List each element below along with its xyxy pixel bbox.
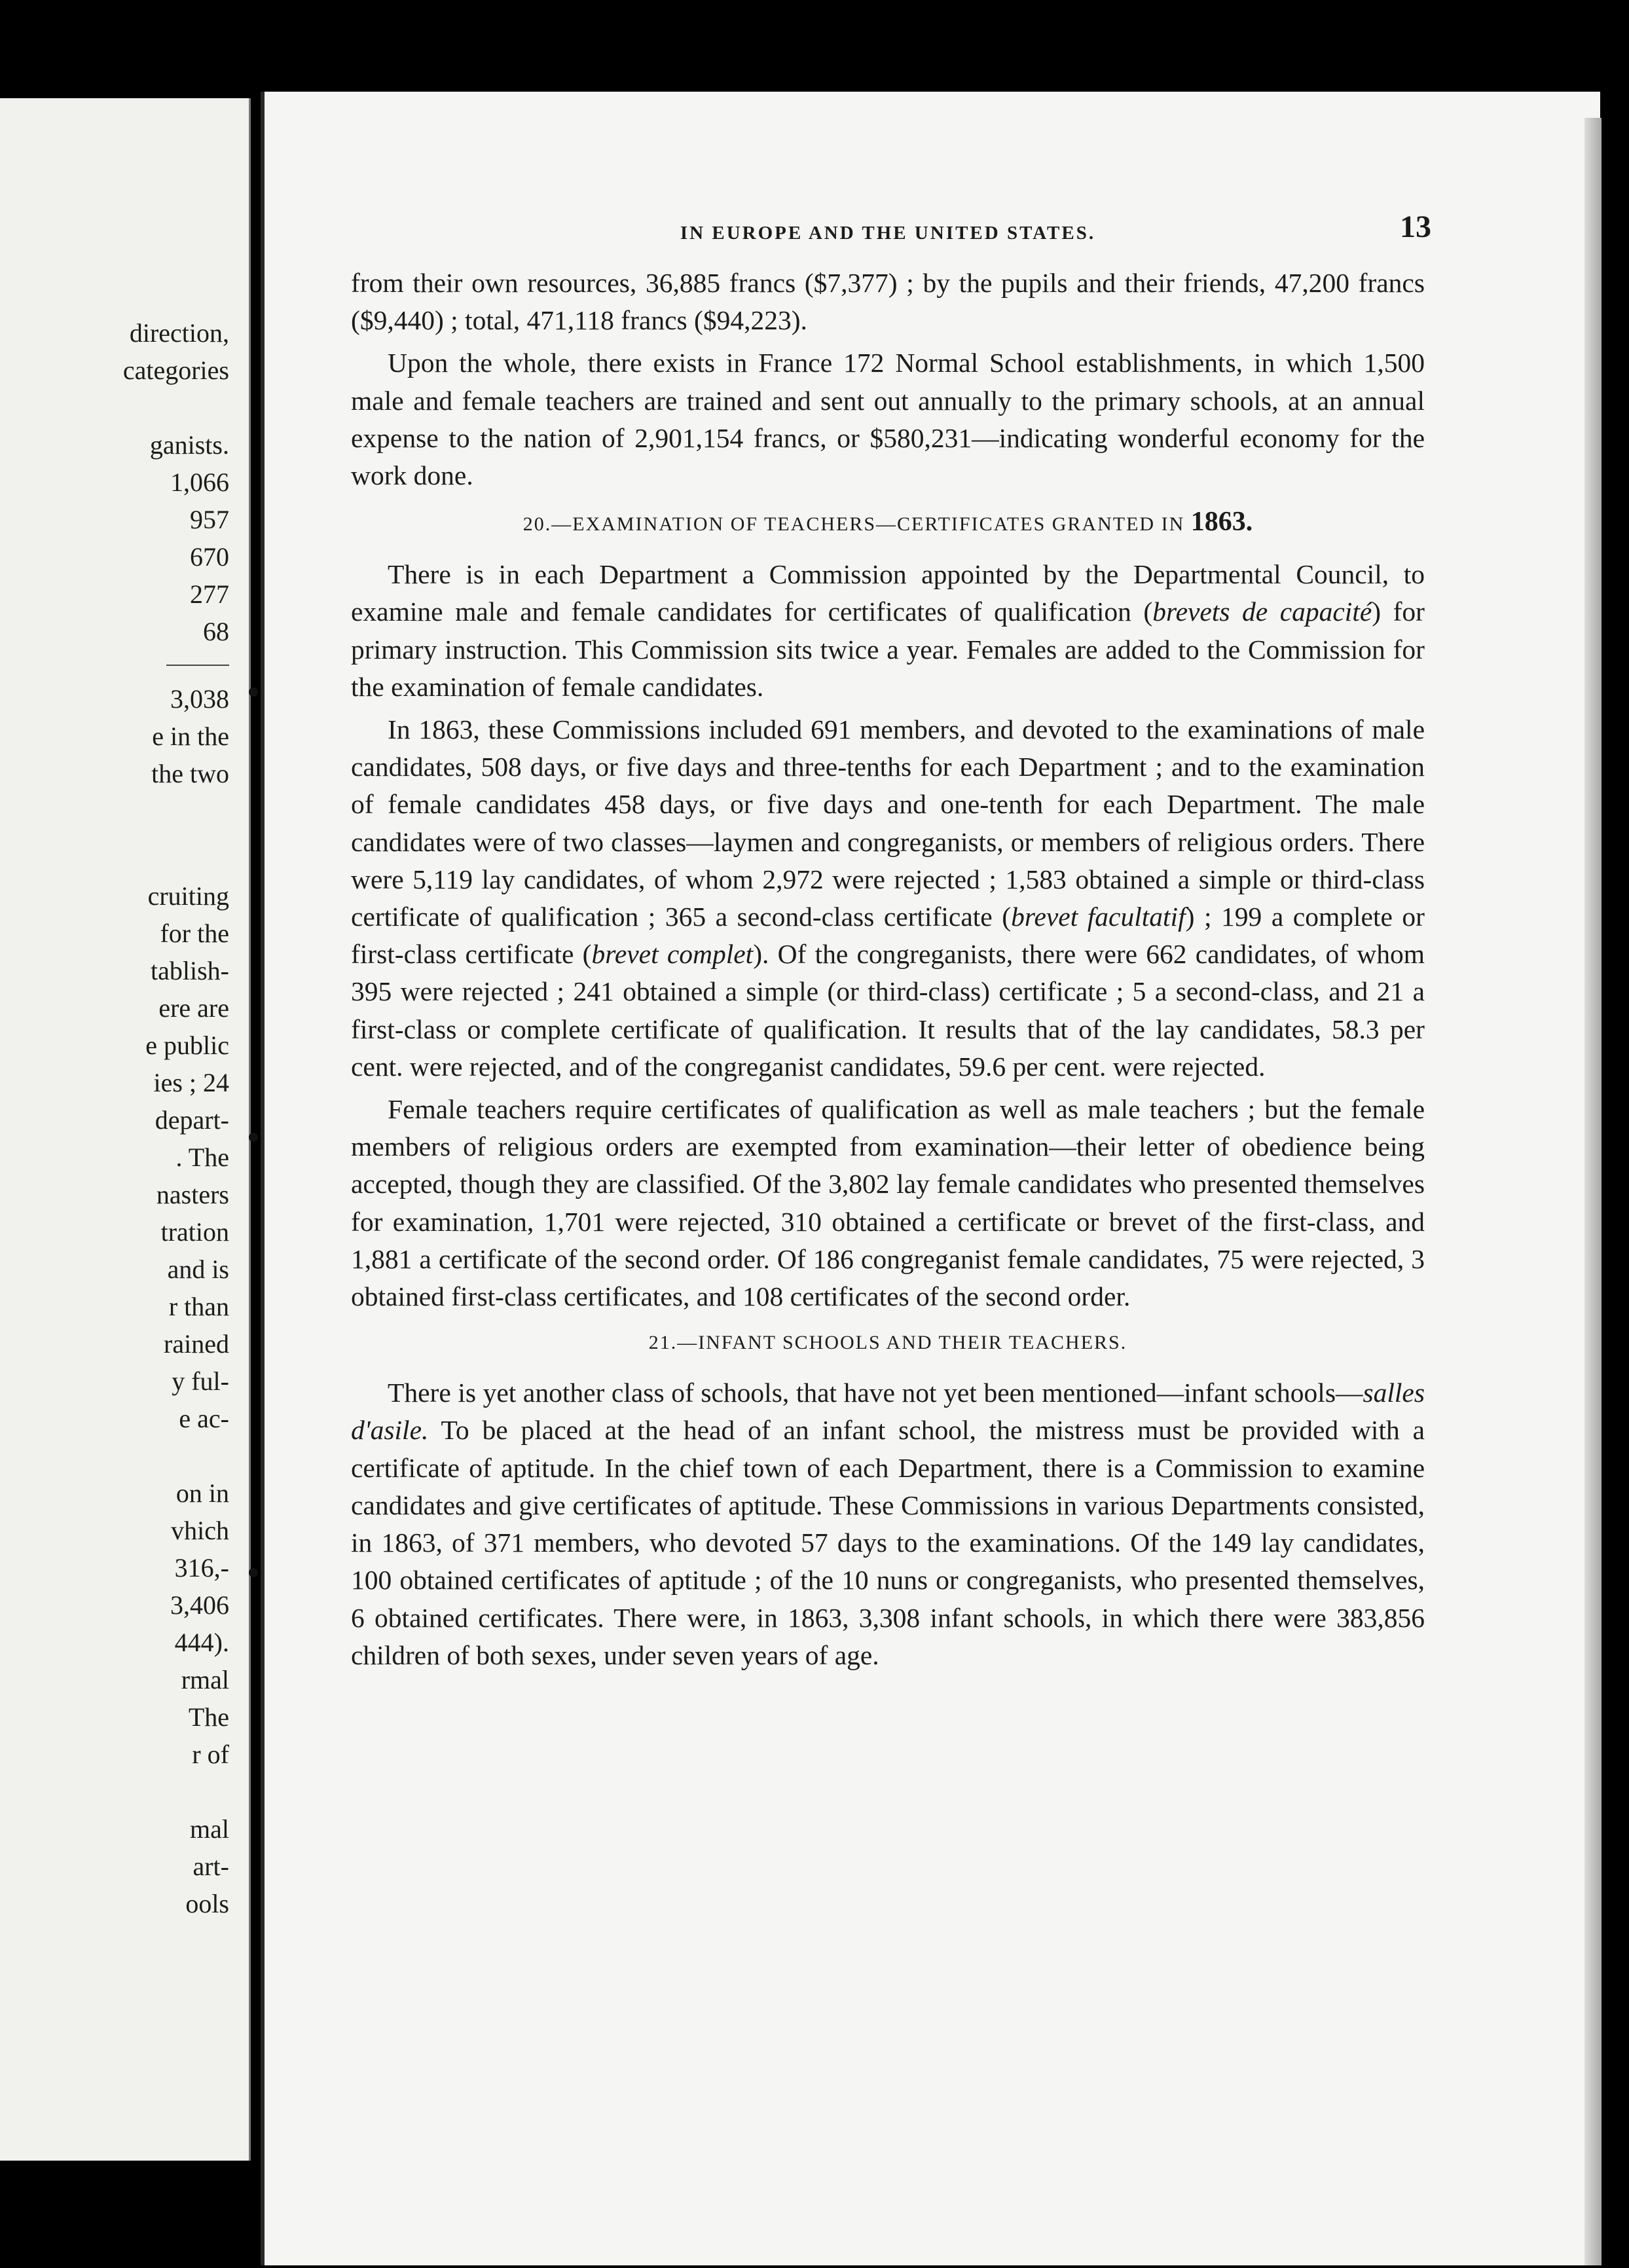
left-page-line: 68: [203, 617, 229, 646]
left-page-line: and is: [167, 1254, 229, 1284]
left-page-line: 1,066: [170, 467, 229, 497]
left-page-line: categories: [122, 356, 229, 385]
page-number: 13: [1400, 210, 1431, 244]
left-page-fragments: [13, 314, 229, 1922]
left-page-line: for the: [160, 919, 229, 948]
page-edge: [1584, 118, 1602, 2265]
left-page-line: rained: [164, 1329, 229, 1359]
paragraph-1863-a: In 1863, these Commissions included 691 members, and devoted to the examinations of male candidates, 508 days, or five days and three-tenths for each Department ; and to the examination of female candidates 458 days, or five days and one-tenth for each Department. The male candidates were of two classes—laymen and congreganists, or members of religious orders. There were 5,119 lay candidates, of whom 2,972 were rejected ; 1,583 obtained a simple or third-class certificate of qualification ; 365 a second-class certificate (: [351, 714, 1425, 932]
right-page: [261, 92, 1600, 2265]
left-page-line: cruiting: [147, 881, 229, 911]
left-page-line: 277: [190, 579, 229, 609]
left-page-line: the two: [151, 759, 229, 788]
left-page-line: 3,038: [170, 684, 229, 714]
margin-mark: [249, 1133, 258, 1142]
paragraph-commission: [351, 556, 1425, 706]
left-page-line: e ac-: [179, 1404, 229, 1433]
paragraph-continued: from their own resources, 36,885 francs ($7,377) ; by the pupils and their friends, 47,200 francs ($9,440) ; total, 471,118 francs ($94,223).: [351, 268, 1425, 336]
paragraph-1863-c: ). Of the congreganists, there were 662 candidates, of whom 395 were rejected ; 241 obtained a simple (or third-class) certificate ; 5 a second-class, and 21 a first-class or complete certificate of qualification. It results that of the lay candidates, 58.3 per cent. were rejected, and of the congreganist candidates, 59.6 per cent. were rejected.: [351, 939, 1425, 1082]
paragraph-commission-b: ) for primary instruction. This Commission sits twice a year. Females are added to the Commission for the examination of female candidates.: [351, 596, 1425, 702]
left-page-line: rmal: [181, 1665, 229, 1694]
left-page-line: ools: [185, 1889, 229, 1918]
left-page-line: 3,406: [170, 1590, 229, 1620]
section-heading-20-year: 1863.: [1190, 507, 1253, 538]
left-page-line: art-: [192, 1852, 229, 1881]
paragraph-1863-commissions: [351, 711, 1425, 1086]
left-page-line: e public: [145, 1031, 229, 1060]
section-heading-20: [351, 507, 1425, 539]
paragraph-1863-italic-1: brevet facultatif: [1011, 902, 1186, 932]
paragraph-normal-schools: Upon the whole, there exists in France 172 Normal School establishments, in which 1,500 male and female teachers are trained and sent out annually to the primary schools, at an annual expense to the nation of 2,901,154 francs, or $580,231—indicating wonderful economy for the work done.: [351, 348, 1425, 491]
left-page-line: vhich: [171, 1516, 229, 1545]
left-page-line: 670: [190, 542, 229, 572]
running-title: IN EUROPE AND THE UNITED STATES.: [680, 223, 1096, 244]
running-head: [351, 208, 1431, 265]
left-page-line: [13, 389, 229, 426]
left-page-line: on in: [175, 1478, 229, 1508]
left-page-gap: [13, 792, 229, 877]
left-page-line: tration: [160, 1217, 229, 1247]
paragraph-infant-schools: [351, 1374, 1425, 1674]
left-page-line: r than: [168, 1292, 229, 1321]
left-page-line: ere are: [158, 993, 229, 1023]
section-heading-20-text: 20.—EXAMINATION OF TEACHERS—CERTIFICATES GRANTED IN: [522, 513, 1185, 536]
left-page-line: direction,: [129, 318, 229, 348]
left-page-line: ies ; 24: [153, 1068, 229, 1097]
left-page-line: e in the: [152, 722, 229, 751]
paragraph-infant-a: There is yet another class of schools, that have not yet been mentioned—infant schools—: [388, 1378, 1363, 1408]
left-page-line: [13, 1773, 229, 1810]
page-content: [351, 208, 1431, 1679]
left-page-line: The: [188, 1702, 229, 1732]
left-page-line: 957: [190, 505, 229, 534]
paragraph-commission-a: There is in each Department a Commission appointed by the Departmental Council, to examine male and female candidates for certificates of qualification (: [351, 559, 1425, 627]
paragraph-1863-b: ) ; 199 a complete or first-class certificate (: [351, 902, 1425, 970]
left-page-rule: [166, 665, 229, 666]
margin-mark: [249, 1568, 258, 1577]
left-page-line: mal: [190, 1814, 229, 1844]
left-page-line: . The: [175, 1143, 229, 1172]
paragraph-commission-italic: brevets de capacité: [1152, 596, 1372, 627]
left-page-line: nasters: [156, 1180, 229, 1209]
left-page: [0, 98, 251, 2161]
paragraph-infant-italic: salles d'asile.: [351, 1378, 1425, 1446]
left-page-line: 316,-: [174, 1553, 229, 1582]
paragraph-1863-italic-2: brevet complet: [591, 939, 754, 970]
paragraph-infant-b: To be placed at the head of an infant school, the mistress must be provided with a certificate of aptitude. In the chief town of each Department, there is a Commission to examine candidates and give certificates of aptitude. These Commissions in various Departments consisted, in 1863, of 371 members, who devoted 57 days to the examinations. Of the 149 lay candidates, 100 obtained certificates of aptitude ; of the 10 nuns or congreganists, who presented themselves, 6 obtained certificates. There were, in 1863, 3,308 infant schools, in which there were 383,856 children of both sexes, under seven years of age.: [351, 1415, 1425, 1670]
margin-mark: [249, 687, 258, 697]
left-page-line: y ful-: [172, 1366, 229, 1396]
left-page-line: depart-: [155, 1105, 229, 1135]
left-page-line: 444).: [174, 1628, 229, 1657]
left-page-line: ganists.: [149, 430, 229, 460]
left-page-line: r of: [192, 1740, 229, 1769]
left-page-line: tablish-: [151, 956, 229, 985]
section-heading-21: 21.—INFANT SCHOOLS AND THEIR TEACHERS.: [648, 1332, 1127, 1354]
left-page-line: [13, 1437, 229, 1474]
paragraph-female-teachers: Female teachers require certificates of qualification as well as male teachers ; but the female members of religious orders are exempted from examination—their letter of obedience being accepted, though they are classified. Of the 3,802 lay female candidates who presented themselves for examination, 1,701 were rejected, 310 obtained a certificate or brevet of the first-class, and 1,881 a certificate of the second order. Of 186 congreganist female candidates, 75 were rejected, 3 obtained first-class certificates, and 108 certificates of the second order.: [351, 1094, 1425, 1312]
